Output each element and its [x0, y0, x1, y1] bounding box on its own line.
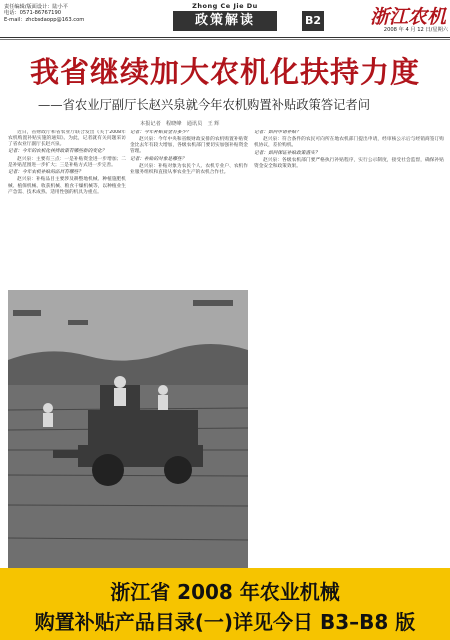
question: 记者：今年农机补贴的品目有哪些？	[8, 170, 84, 176]
newspaper-logo: 浙江农机	[369, 6, 446, 28]
byline: 本报记者 程晓峰 通讯员 王 辉	[140, 121, 220, 127]
paragraph: 赵兴泉：符合条件的农民可向所在地农机部门提出申请，经审核公示后与经销商签订购机协议，差价购机。	[254, 137, 444, 149]
catalog-banner	[0, 568, 450, 640]
paragraph: 赵兴泉：补贴对象为农民个人、农机专业户、农机作业服务组织和直接从事农业生产的农机合作社。	[130, 164, 248, 176]
page-header	[0, 0, 450, 38]
section-pinyin: Zhong Ce Jie Du	[192, 2, 258, 10]
paragraph: 赵兴泉：主要有三点：一是补贴资金进一步增加；二是补贴范围进一步扩大；三是补贴方式进一步完善。	[8, 156, 126, 168]
article-subtitle: ——省农业厅副厅长赵兴泉就今年农机购置补贴政策答记者问	[38, 98, 371, 112]
question: 记者：今年补贴资金有多少？	[130, 130, 191, 135]
section-title: 政策解读	[173, 11, 277, 31]
page-code-badge: B2	[302, 11, 324, 31]
editor-info	[4, 4, 144, 23]
email-line: E-mail：zhcbsdaopp@163.com	[4, 16, 85, 23]
banner-line-1: 浙江省 2008 年农业机械	[110, 580, 340, 604]
paragraph: 赵兴泉：今年中央和省级财政安排的农机购置补贴资金比去年有较大增加，各级农机部门要切实加强补贴资金管理。	[130, 137, 248, 155]
article-title: 我省继续加大农机化扶持力度	[29, 55, 420, 89]
question: 记者：今年的农机化扶持政策有哪些新的变化？	[8, 149, 107, 155]
rice-transplanter-photo	[8, 290, 248, 568]
article-column-3	[254, 130, 444, 345]
paragraph: 赵兴泉：各级农机部门要严格执行补贴程序，实行公示制度，接受社会监督，确保补贴资金安全和政策效果。	[254, 157, 444, 170]
paragraph: 近日，省财政厅和省农业厅联合发出《关于2008年农机购置补贴实施的通知》。为此，记者就有关问题采访了省农业厅副厅长赵兴泉。	[8, 130, 126, 148]
paragraph: 赵兴泉：补贴品目主要涉及耕整地机械、种植施肥机械、植保机械、收获机械、粮食干燥机械等，以种植业生产急需、技术成熟、适用性强的机具为重点。	[8, 177, 126, 195]
editor-line: 责任编辑/版面设计：陆小平	[4, 4, 68, 10]
phone-line: 电话：0571-86767190	[4, 10, 62, 17]
issue-date: 2008 年 4 月 12 日/星期六	[383, 27, 448, 33]
question: 记者：补贴的对象是哪些？	[130, 156, 187, 162]
question: 记者：如何申请补贴？	[254, 130, 301, 135]
photo-illustration	[8, 290, 248, 568]
question: 记者：如何保证补贴政策落实？	[254, 150, 320, 156]
header-rule	[0, 37, 450, 38]
header-rule-thin	[0, 39, 450, 40]
banner-line-2: 购置补贴产品目录(一)详见今日 B3–B8 版	[34, 610, 416, 634]
